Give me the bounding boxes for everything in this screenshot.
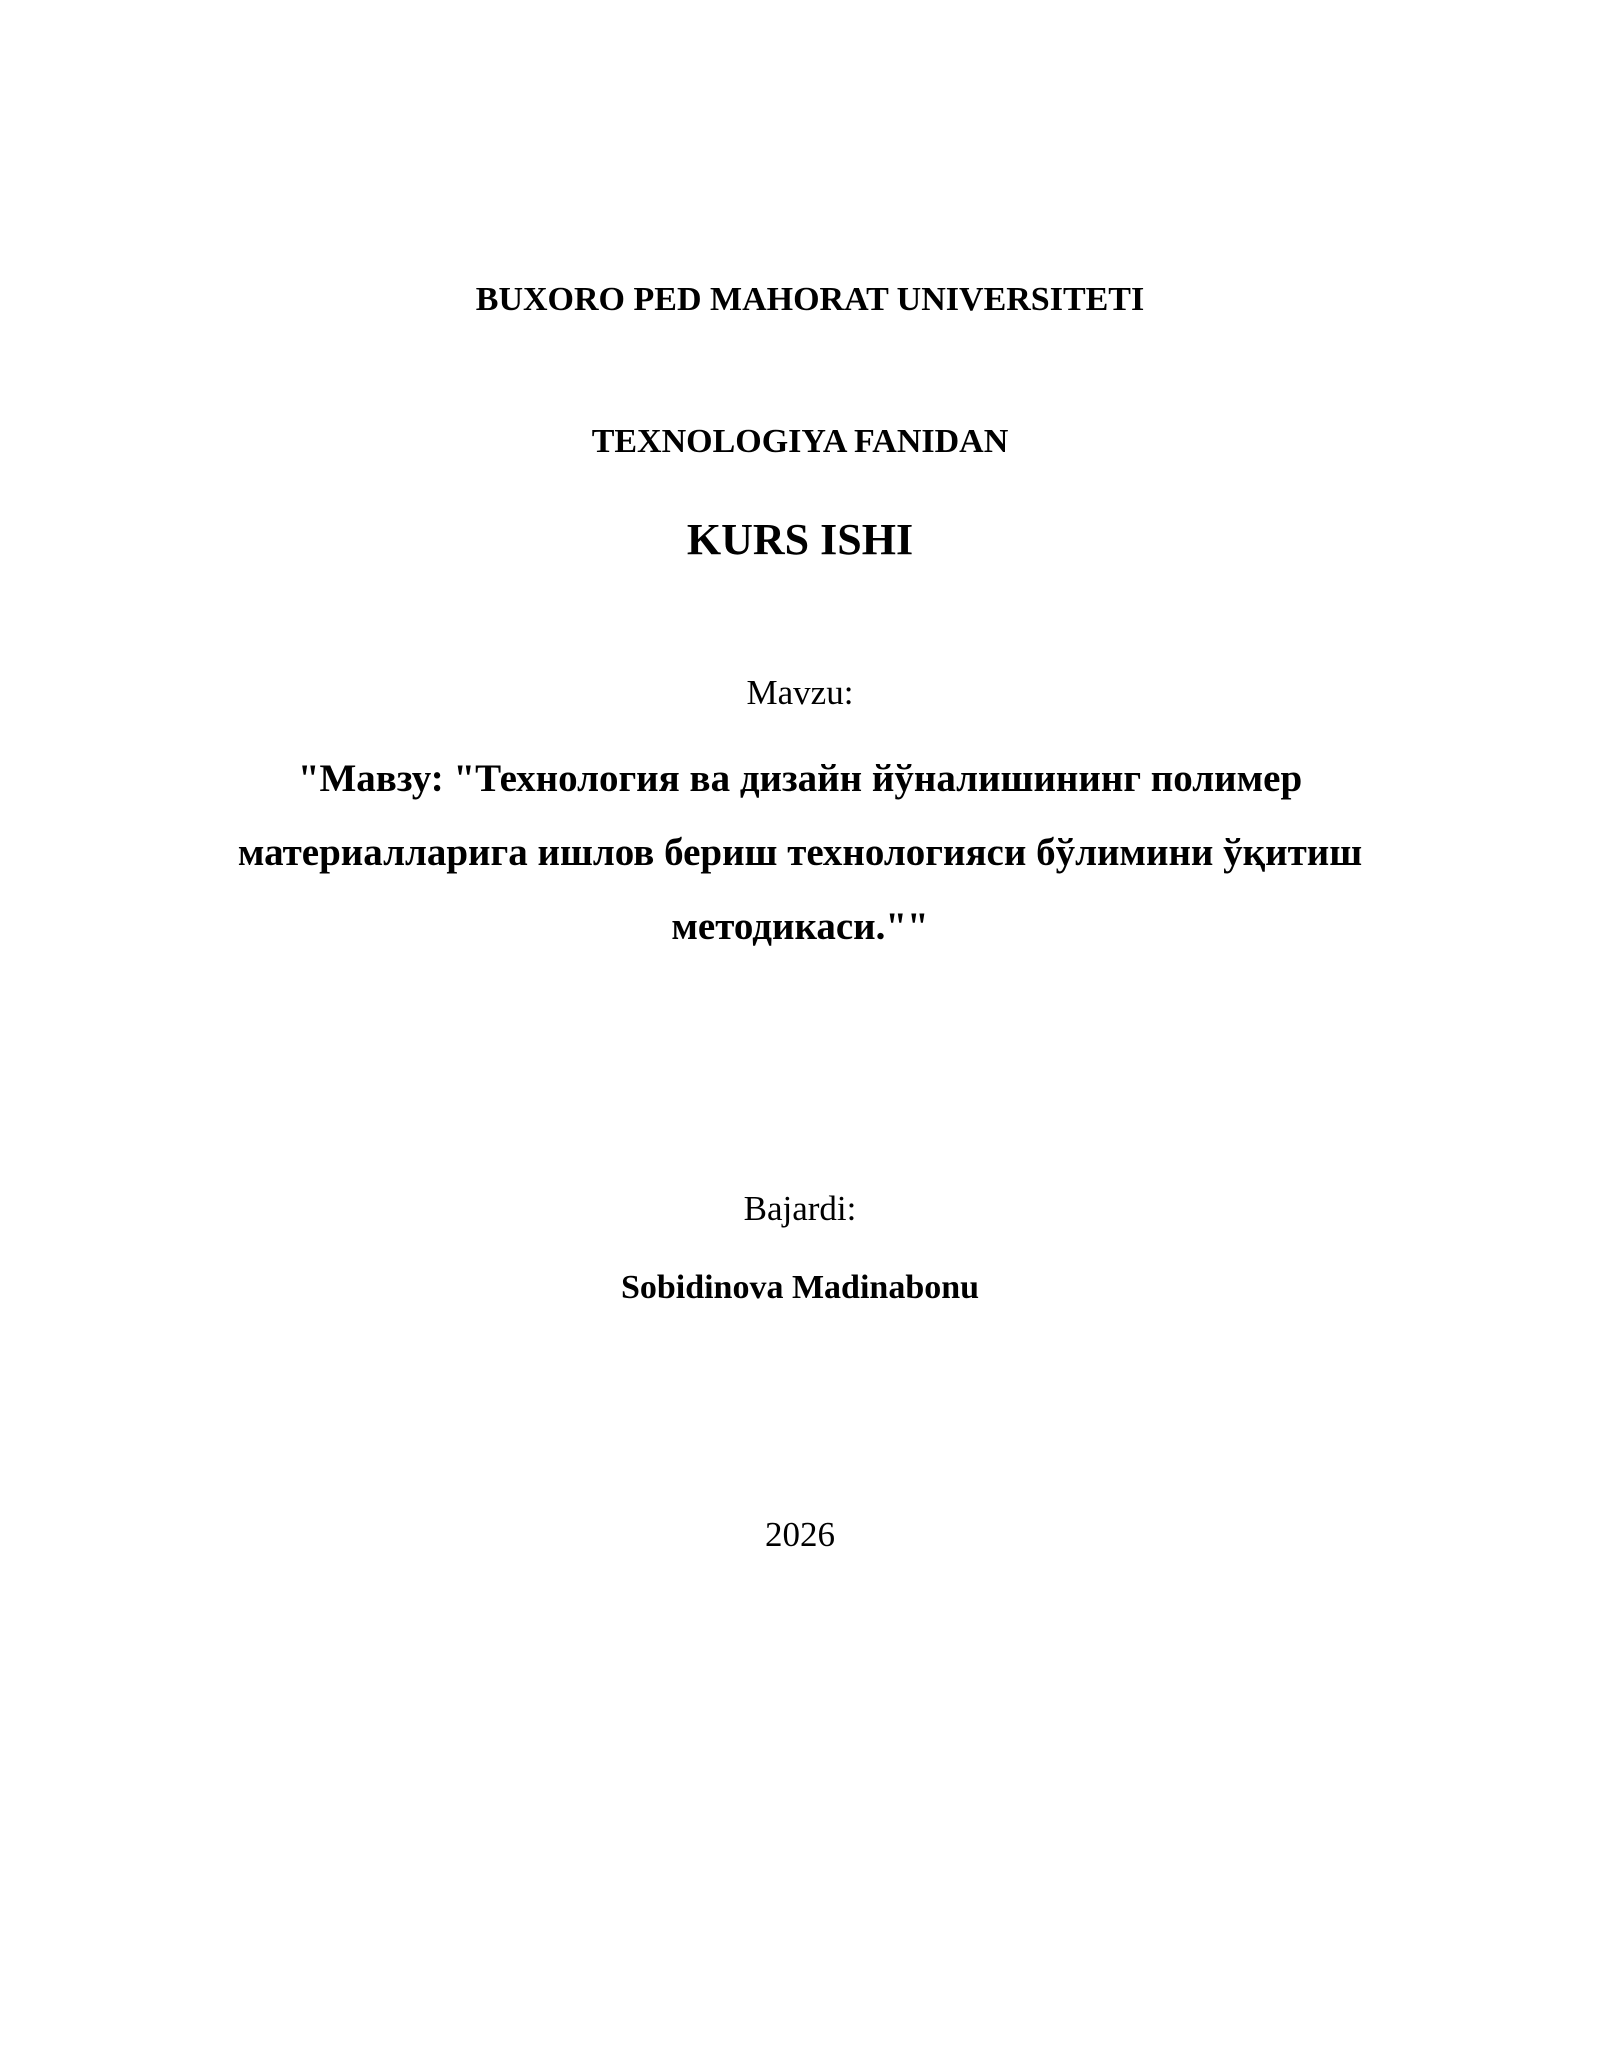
document-type: KURS ISHI [686,515,914,564]
topic-label: Mavzu: [746,673,854,712]
topic-title-line-2: материалларига ишлов бериш технологияси бўлимини ўқитиш [237,831,1363,874]
topic-title [200,742,1400,964]
university-name: BUXORO PED MAHORAT UNIVERSITETI [475,281,1145,318]
topic-title-line-3: методикаси."" [671,905,929,948]
document-year: 2026 [765,1515,835,1554]
topic-title-line-1: "Мавзу: "Технология ва дизайн йўналишининг полимер [297,757,1303,800]
author-label: Bajardi: [743,1189,857,1228]
author-name: Sobidinova Madinabonu [620,1269,980,1306]
subject-heading: TEXNOLOGIYA FANIDAN [591,423,1009,460]
